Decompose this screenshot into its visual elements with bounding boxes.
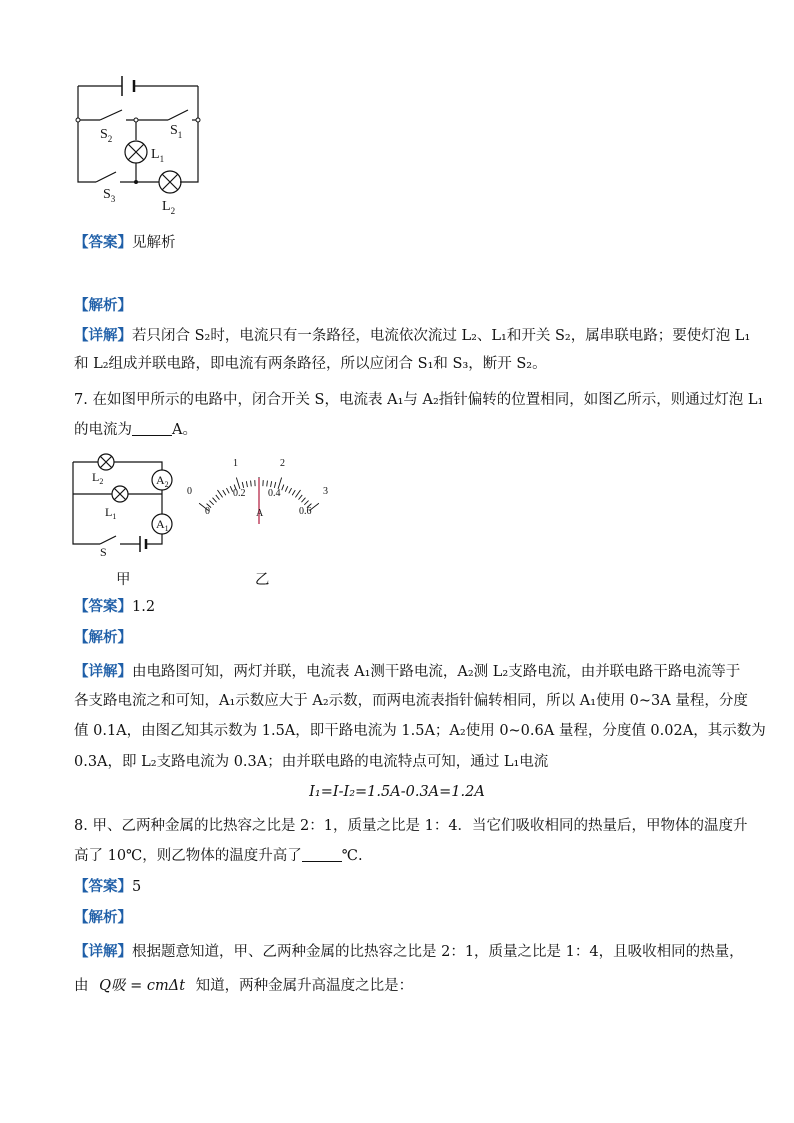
- meter-top-tick: 2: [280, 458, 285, 469]
- meter-bottom-tick: 0.6: [299, 506, 312, 517]
- meter-tick: [223, 490, 226, 495]
- svg-text:L2: $L_2$: [162, 199, 176, 216]
- meter-tick: [246, 481, 247, 487]
- svg-text:S3: $S_3$: [103, 187, 116, 204]
- detail-text: 值 0.1A，由图乙知其示数为 1.5A，即干路电流为 1.5A；A₂使用 0~0.6A 量程，分度值 0.02A，其示数为: [74, 723, 766, 739]
- meter-tick: [242, 482, 243, 488]
- heat-formula: Q吸 = cmΔt: [99, 978, 186, 994]
- meter-tick: [213, 498, 217, 502]
- detail-text: 知道，两种金属升高温度之比是：: [195, 978, 414, 994]
- question-8-text: 8. 甲、乙两种金属的比热容之比是 2：1，质量之比是 1：4．当它们吸收相同的热量后，甲物体的温度升: [74, 818, 748, 834]
- detail-text: 根据题意知道，甲、乙两种金属的比热容之比是 2：1，质量之比是 1：4，且吸收相同的热量，: [132, 944, 744, 960]
- question-8-text: 高了 10℃，则乙物体的温度升高了: [74, 848, 302, 864]
- svg-text:S1: $S_1$: [170, 123, 183, 140]
- detail-text: 由: [74, 978, 89, 994]
- svg-text:L1: $L_1$: [151, 147, 165, 164]
- meter-top-tick: 3: [323, 486, 328, 497]
- question-7-text: 的电流为: [74, 422, 132, 438]
- circuit-diagram-jia: [70, 452, 185, 564]
- detail-tag: 【详解】: [74, 327, 132, 344]
- meter-top-tick: 1: [233, 458, 238, 469]
- detail-text: 0.3A，即 L₂支路电流为 0.3A；由并联电路的电流特点可知，通过 L₁电流: [74, 754, 549, 770]
- meter-bottom-tick: 0.2: [233, 488, 246, 499]
- meter-unit: A: [256, 508, 264, 519]
- meter-tick: [226, 488, 229, 493]
- svg-text:A1: $A_1$: [156, 517, 169, 533]
- analysis-tag: 【解析】: [74, 297, 132, 314]
- detail-text: 和 L₂组成并联电路，即电流有两条路径，所以应闭合 S₁和 S₃，断开 S₂。: [74, 356, 547, 372]
- detail-text: 各支路电流之和可知，A₁示数应大于 A₂示数，而两电流表指针偏转相同，所以 A₁使用 0~3A 量程，分度: [74, 693, 748, 709]
- meter-tick: [292, 490, 295, 495]
- meter-tick: [274, 482, 275, 488]
- detail-tag: 【详解】: [74, 943, 132, 960]
- answer-tag: 【答案】: [74, 598, 132, 615]
- answer-tag: 【答案】: [74, 878, 132, 895]
- meter-top-tick: 0: [187, 486, 192, 497]
- svg-text:L2: $L_2$: [92, 470, 104, 486]
- detail-tag: 【详解】: [74, 663, 132, 680]
- meter-tick: [299, 495, 303, 500]
- meter-tick: [285, 486, 287, 491]
- question-7-text: 7. 在如图甲所示的电路中，闭合开关 S，电流表 A₁与 A₂指针偏转的位置相同，如图乙所示，则通过灯泡 L₁: [74, 392, 764, 408]
- answer-text: 1.2: [132, 599, 156, 615]
- meter-tick: [289, 488, 292, 493]
- meter-tick: [217, 490, 222, 497]
- answer-blank[interactable]: [302, 847, 342, 862]
- svg-text:S2: $S_2$: [100, 127, 113, 144]
- meter-bottom-tick: 0.4: [268, 488, 281, 499]
- meter-tick: [251, 481, 252, 487]
- meter-tick: [271, 481, 272, 487]
- figure-caption-jia: 甲: [116, 572, 131, 588]
- analysis-tag: 【解析】: [74, 909, 132, 926]
- equation: I₁=I-I₂=1.5A-0.3A=1.2A: [309, 784, 485, 800]
- meter-bottom-tick: 0: [205, 506, 210, 517]
- meter-tick: [267, 481, 268, 487]
- answer-blank[interactable]: [132, 421, 172, 436]
- answer-text: 5: [132, 879, 142, 895]
- analysis-tag: 【解析】: [74, 629, 132, 646]
- meter-tick: [209, 501, 213, 505]
- question-7-unit: A。: [172, 422, 197, 438]
- meter-tick: [295, 490, 300, 497]
- meter-tick: [301, 498, 305, 502]
- svg-text:L1: $L_1$: [105, 505, 117, 521]
- circuit-diagram-1: [70, 68, 210, 218]
- answer-tag: 【答案】: [74, 234, 132, 251]
- question-8-unit: ℃.: [341, 848, 363, 864]
- ammeter-dial: [185, 452, 335, 527]
- figure-caption-yi: 乙: [255, 572, 270, 588]
- svg-text:S: S: [100, 545, 107, 559]
- meter-tick: [282, 485, 284, 491]
- answer-text: 见解析: [132, 235, 176, 251]
- detail-text: 若只闭合 S₂时，电流只有一条路径，电流依次流过 L₂、L₁和开关 S₂，属串联电路；要使灯泡 L₁: [132, 328, 751, 344]
- meter-tick: [216, 495, 220, 500]
- svg-text:A2: $A_2$: [156, 473, 169, 489]
- meter-tick: [304, 501, 308, 505]
- detail-text: 由电路图可知，两灯并联，电流表 A₁测干路电流，A₂测 L₂支路电流，由并联电路干路电流等于: [132, 664, 741, 680]
